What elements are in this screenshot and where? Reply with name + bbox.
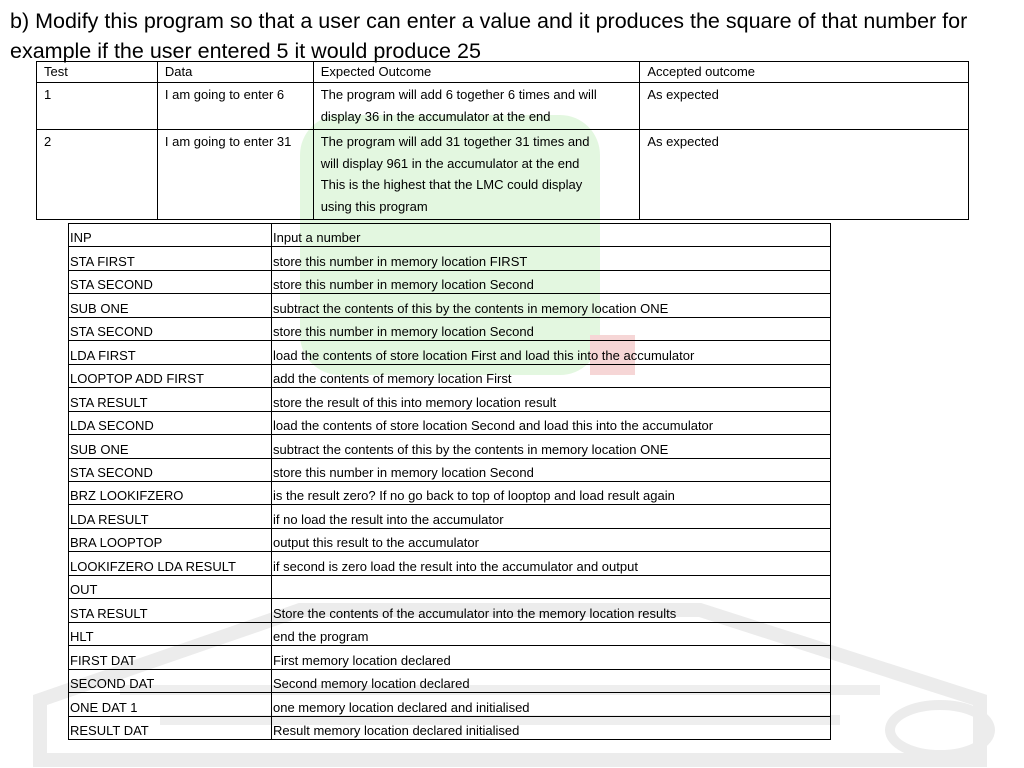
code-row — [69, 224, 831, 247]
code-instruction: ONE DAT 1 — [69, 693, 272, 716]
test-number: 2 — [37, 130, 158, 220]
question-heading: b) Modify this program so that a user can enter a value and it produces the square of that number for example if the user entered 5 it would produce 25 — [10, 9, 968, 63]
test-expected: The program will add 6 together 6 times and will display 36 in the accumulator at the end — [313, 83, 640, 130]
code-row — [69, 622, 831, 645]
code-description: if second is zero load the result into the accumulator and output — [272, 552, 831, 575]
code-description: is the result zero? If no go back to top of looptop and load result again — [272, 481, 831, 504]
code-instruction: FIRST DAT — [69, 646, 272, 669]
code-row — [69, 481, 831, 504]
code-row — [69, 270, 831, 293]
code-instruction: SUB ONE — [69, 294, 272, 317]
code-description: store the result of this into memory location result — [272, 388, 831, 411]
code-row — [69, 388, 831, 411]
code-row — [69, 341, 831, 364]
code-description: store this number in memory location Second — [272, 317, 831, 340]
code-row — [69, 247, 831, 270]
code-instruction: STA RESULT — [69, 599, 272, 622]
code-description: Store the contents of the accumulator into the memory location results — [272, 599, 831, 622]
code-row — [69, 411, 831, 434]
test-table-row — [37, 130, 969, 220]
code-description: one memory location declared and initialised — [272, 693, 831, 716]
code-row — [69, 669, 831, 692]
code-instruction: SUB ONE — [69, 435, 272, 458]
code-instruction: LDA SECOND — [69, 411, 272, 434]
test-data: I am going to enter 6 — [157, 83, 313, 130]
code-row — [69, 599, 831, 622]
code-instruction: BRA LOOPTOP — [69, 528, 272, 551]
code-row — [69, 646, 831, 669]
code-instruction: OUT — [69, 575, 272, 598]
test-number: 1 — [37, 83, 158, 130]
code-description: load the contents of store location Second and load this into the accumulator — [272, 411, 831, 434]
code-description: subtract the contents of this by the contents in memory location ONE — [272, 294, 831, 317]
test-data: I am going to enter 31 — [157, 130, 313, 220]
code-instruction: RESULT DAT — [69, 716, 272, 739]
header-data: Data — [157, 62, 313, 83]
code-row — [69, 458, 831, 481]
code-instruction: STA SECOND — [69, 317, 272, 340]
code-instruction: HLT — [69, 622, 272, 645]
code-instruction: LDA RESULT — [69, 505, 272, 528]
code-instruction: SECOND DAT — [69, 669, 272, 692]
code-description — [272, 575, 831, 598]
code-row — [69, 294, 831, 317]
code-description: end the program — [272, 622, 831, 645]
code-row — [69, 693, 831, 716]
code-instruction: LDA FIRST — [69, 341, 272, 364]
header-accepted-outcome: Accepted outcome — [640, 62, 969, 83]
header-expected-outcome: Expected Outcome — [313, 62, 640, 83]
code-row — [69, 552, 831, 575]
code-description: Result memory location declared initialised — [272, 716, 831, 739]
test-expected: The program will add 31 together 31 times and will display 961 in the accumulator at the end This is the highest that the LMC could display using this program — [313, 130, 640, 220]
lmc-program-table — [68, 223, 831, 740]
code-instruction: LOOPTOP ADD FIRST — [69, 364, 272, 387]
code-instruction: STA SECOND — [69, 270, 272, 293]
code-row — [69, 435, 831, 458]
test-table-row — [37, 83, 969, 130]
code-description: store this number in memory location Second — [272, 270, 831, 293]
test-plan-table — [36, 61, 969, 220]
code-description: Second memory location declared — [272, 669, 831, 692]
test-accepted: As expected — [640, 130, 969, 220]
code-description: output this result to the accumulator — [272, 528, 831, 551]
code-row — [69, 575, 831, 598]
test-table-header-row — [37, 62, 969, 83]
code-row — [69, 364, 831, 387]
code-row — [69, 716, 831, 739]
code-instruction: BRZ LOOKIFZERO — [69, 481, 272, 504]
code-instruction: STA FIRST — [69, 247, 272, 270]
code-row — [69, 528, 831, 551]
code-row — [69, 317, 831, 340]
code-description: store this number in memory location Second — [272, 458, 831, 481]
code-description: if no load the result into the accumulator — [272, 505, 831, 528]
test-accepted: As expected — [640, 83, 969, 130]
code-instruction: STA RESULT — [69, 388, 272, 411]
code-description: First memory location declared — [272, 646, 831, 669]
code-description: subtract the contents of this by the contents in memory location ONE — [272, 435, 831, 458]
code-instruction: INP — [69, 224, 272, 247]
code-instruction: STA SECOND — [69, 458, 272, 481]
code-description: store this number in memory location FIRST — [272, 247, 831, 270]
code-instruction: LOOKIFZERO LDA RESULT — [69, 552, 272, 575]
code-description: add the contents of memory location First — [272, 364, 831, 387]
code-description: Input a number — [272, 224, 831, 247]
header-test: Test — [37, 62, 158, 83]
code-description: load the contents of store location First and load this into the accumulator — [272, 341, 831, 364]
code-row — [69, 505, 831, 528]
